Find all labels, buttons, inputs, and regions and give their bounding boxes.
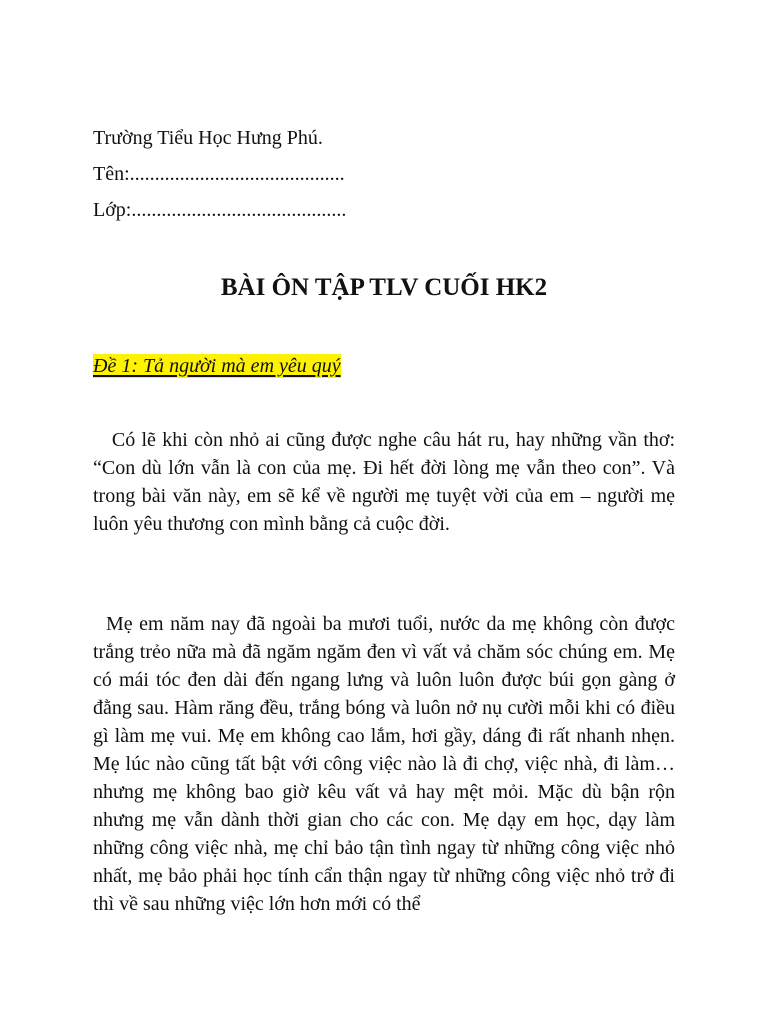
student-name-field: Tên:........................................... [93,163,345,185]
paragraph-body [93,610,675,918]
paragraph-intro [93,426,675,538]
school-name: Trường Tiểu Học Hưng Phú. [93,127,323,149]
paragraph-intro-text: Có lẽ khi còn nhỏ ai cũng được nghe câu hát ru, hay những vần thơ: “Con dù lớn vẫn là con của mẹ. Đi hết đời lòng mẹ vẫn theo con”. Và trong bài văn này, em sẽ kể về người mẹ tuyệt vời của em – người mẹ luôn yêu thương con mình bằng cả cuộc đời. [93,429,676,535]
paragraph-body-text: Mẹ em năm nay đã ngoài ba mươi tuổi, nước da mẹ không còn được trắng trẻo nữa mà đã ngăm ngăm đen vì vất vả chăm sóc chúng em. Mẹ có mái tóc đen dài đến ngang lưng và luôn luôn được búi gọn gàng ở đằng sau. Hàm răng đều, trắng bóng và luôn nở nụ cười mỗi khi có điều gì làm mẹ vui. Mẹ em không cao lắm, hơi gầy, dáng đi rất nhanh nhẹn. Mẹ lúc nào cũng tất bật với công việc nào là đi chợ, việc nhà, đi làm…nhưng mẹ không bao giờ kêu vất vả hay mệt mỏi. Mặc dù bận rộn nhưng mẹ vẫn dành thời gian cho các con. Mẹ dạy em học, dạy làm những công việc nhà, mẹ chỉ bảo tận tình ngay từ những công việc nhỏ nhất, mẹ bảo phải học tính cẩn thận ngay từ những công việc nhỏ trở đi thì về sau những việc lớn hơn mới có thể [93,613,675,915]
topic-highlight: Đề 1: Tả người mà em yêu quý [93,355,341,377]
class-field: Lớp:........................................... [93,199,347,221]
document-title: BÀI ÔN TẬP TLV CUỐI HK2 [220,274,548,301]
topic-heading [93,352,341,380]
